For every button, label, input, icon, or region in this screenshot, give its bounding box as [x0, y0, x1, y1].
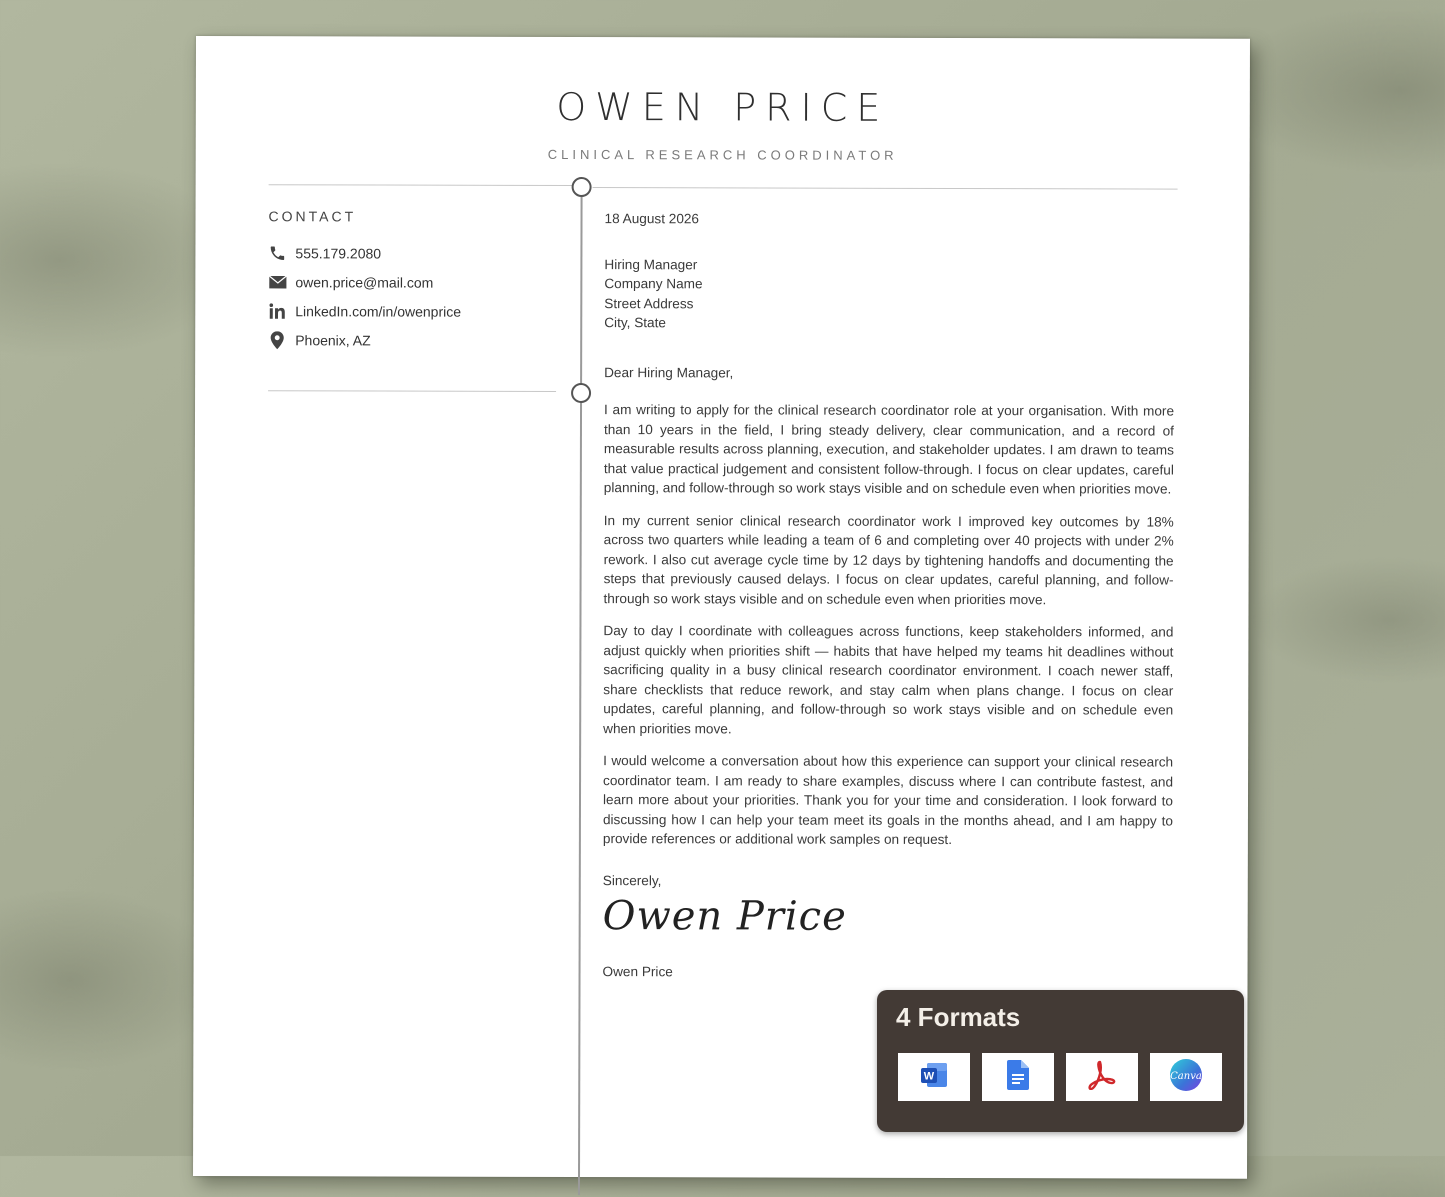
letter-date: 18 August 2026: [604, 211, 700, 227]
format-canva: [1150, 1053, 1222, 1101]
greeting: Dear Hiring Manager,: [604, 364, 734, 380]
formats-title: 4 Formats: [896, 1002, 1021, 1032]
timeline-node-top: [572, 177, 592, 197]
signed-name: Owen Price: [602, 964, 673, 980]
format-google-docs: [982, 1053, 1054, 1101]
svg-text:Canva: Canva: [1170, 1070, 1202, 1082]
location-pin-icon: [267, 331, 287, 349]
format-word: [898, 1053, 970, 1101]
phone-text: 555.179.2080: [295, 245, 382, 262]
timeline-node-middle: [571, 383, 591, 403]
linkedin-icon: [267, 302, 287, 320]
recipient-line: Hiring Manager: [604, 256, 698, 272]
recipient-address: [604, 255, 1174, 334]
location-text: Phoenix, AZ: [295, 332, 371, 349]
mail-icon: [267, 273, 287, 291]
paragraph: I would welcome a conversation about how this experience can support your clinical research coordinator team. I am ready to share examples, discuss where I can contribute fastest, and learn more about your priorities. Thank you for your time and consideration. I look forward to discussing how I can help your team meet its goals in the months ahead, and I am happy to provide references or additional work samples on request.: [602, 753, 1174, 847]
svg-text:W: W: [923, 1070, 935, 1082]
recipient-line: Company Name: [604, 276, 703, 292]
contact-divider: [268, 390, 556, 392]
pdf-icon: [1086, 1060, 1118, 1095]
letter-body: [603, 209, 1175, 983]
recipient-line: Street Address: [604, 295, 694, 311]
contact-linkedin: [267, 302, 461, 321]
header-divider-left: [269, 184, 574, 186]
header-divider-right: [593, 187, 1178, 190]
canva-icon: [1169, 1058, 1203, 1097]
paragraph: Day to day I coordinate with colleagues across functions, keep stakeholders informed, and adjust quickly when priorities shift — habits that have helped my teams hit deadlines without sacrificing quality in a busy clinical research coordinator environment. I coach newer staff, share checklists that reduce rework, and stay calm when plans change. I focus on clear updates, careful planning, and follow-through so work stays visible and on schedule even when priorities move.: [603, 623, 1174, 736]
google-docs-icon: [1007, 1060, 1029, 1095]
contact-email: [267, 273, 433, 291]
format-pdf: [1066, 1053, 1138, 1101]
formats-badge: [877, 990, 1244, 1132]
paragraph: In my current senior clinical research coordinator work I improved key outcomes by 18% across two quarters while leading a team of 6 and completing over 40 projects with under 2% rework. I also cut average cycle time by 12 days by tightening handoffs and documenting the steps that previously caused delays. I focus on clear updates, careful planning, and follow-through so work stays visible and on schedule even when priorities move.: [603, 512, 1174, 607]
recipient-line: City, State: [604, 315, 666, 331]
phone-icon: [267, 244, 287, 262]
paragraph: I am writing to apply for the clinical research coordinator role at your organisation. With more than 10 years in the field, I bring steady delivery, clear communication, and a record of measurable results across planning, execution, and stakeholder updates. I am drawn to teams that value practical judgement and consistent follow-through. I focus on clear updates, careful planning, and follow-through so work stays visible and on schedule even when priorities move.: [603, 402, 1175, 497]
applicant-name: OWEN PRICE: [556, 84, 890, 130]
contact-heading: CONTACT: [268, 208, 357, 225]
contact-location: [267, 331, 371, 349]
closing: Sincerely,: [602, 872, 662, 888]
word-icon: [919, 1061, 949, 1094]
email-text: owen.price@mail.com: [295, 274, 434, 291]
timeline-line: [578, 195, 583, 1195]
linkedin-text: LinkedIn.com/in/owenprice: [295, 303, 462, 320]
signature: Owen Price: [602, 893, 847, 940]
contact-phone: [267, 244, 381, 262]
job-title: CLINICAL RESEARCH COORDINATOR: [547, 146, 898, 163]
